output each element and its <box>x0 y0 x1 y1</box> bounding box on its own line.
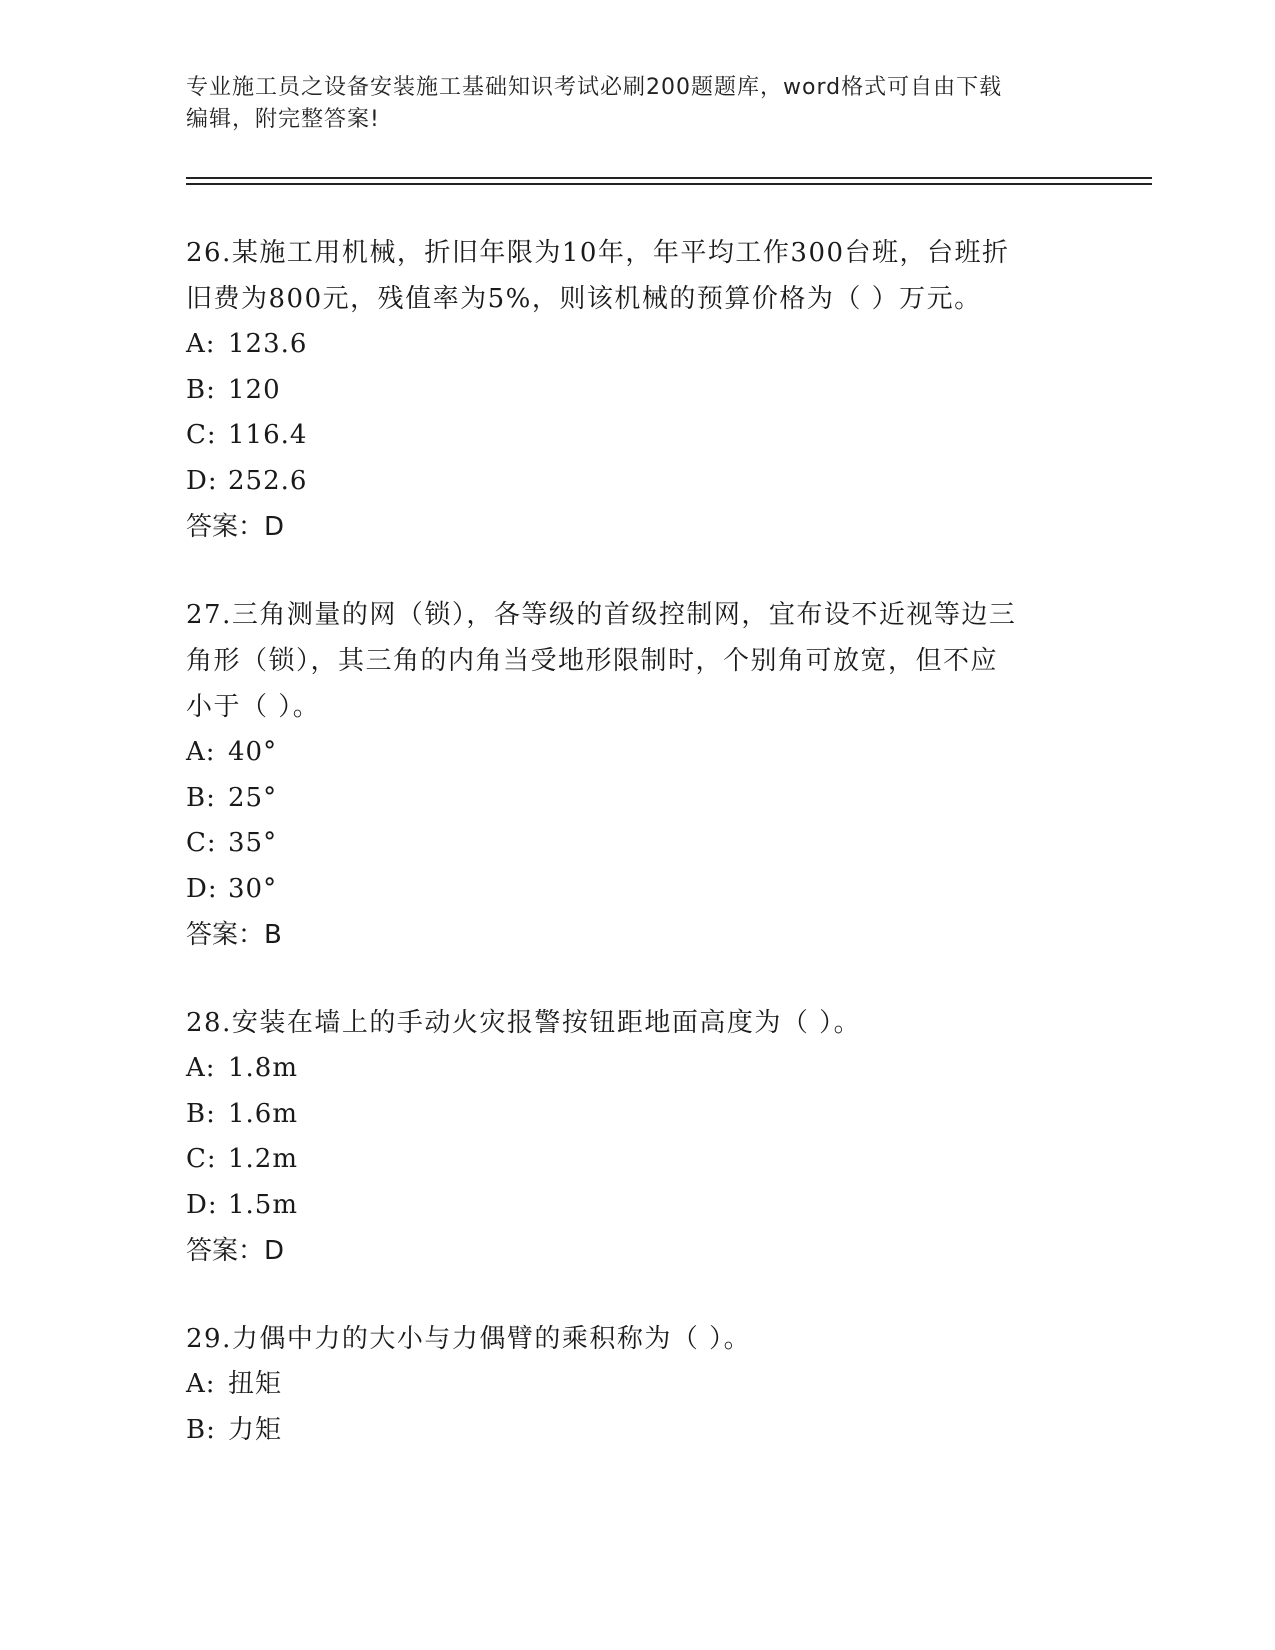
option-key: A: <box>186 329 216 359</box>
option-a <box>186 1046 1086 1092</box>
question-stem-line: 29.力偶中力的大小与力偶臂的乘积称为（ ）。 <box>186 1324 752 1354</box>
option-text: 扭矩 <box>228 1369 283 1399</box>
question-26 <box>186 230 1086 550</box>
question-29 <box>186 1316 1086 1453</box>
answer-label: 答案：D <box>186 1236 285 1266</box>
option-key: B: <box>186 782 216 813</box>
option-key: D: <box>186 873 218 904</box>
option-text: 35° <box>228 828 278 858</box>
option-c <box>186 413 1086 459</box>
option-text: 252.6 <box>228 465 308 496</box>
question-28 <box>186 1000 1086 1274</box>
option-key: C: <box>186 828 217 858</box>
option-text: 40° <box>228 737 278 767</box>
option-text: 116.4 <box>228 420 308 450</box>
option-d <box>186 867 1086 913</box>
option-text: 123.6 <box>228 329 308 359</box>
header-divider-bottom <box>186 183 1152 185</box>
option-b <box>186 776 1086 822</box>
option-c <box>186 1137 1086 1183</box>
option-key: A: <box>186 1369 216 1399</box>
option-text: 30° <box>228 873 278 904</box>
question-27 <box>186 592 1086 958</box>
option-text: 1.6m <box>228 1098 299 1129</box>
option-text: 1.5m <box>228 1189 299 1220</box>
option-b <box>186 1092 1086 1138</box>
option-text: 力矩 <box>228 1414 283 1445</box>
header-divider-top <box>186 177 1152 179</box>
option-key: B: <box>186 1098 216 1129</box>
question-stem-line: 26.某施工用机械，折旧年限为10年，年平均工作300台班，台班折 <box>186 238 1010 268</box>
question-list <box>186 230 1086 1495</box>
option-a <box>186 1362 1086 1408</box>
question-stem-line: 小于（ ）。 <box>186 692 321 722</box>
option-text: 1.8m <box>228 1053 299 1083</box>
option-key: B: <box>186 1414 216 1445</box>
option-b <box>186 1408 1086 1454</box>
option-text: 120 <box>228 374 281 405</box>
header-line-2: 编辑，附完整答案! <box>186 107 380 132</box>
question-stem-line: 旧费为800元，残值率为5%，则该机械的预算价格为（ ）万元。 <box>186 284 982 314</box>
option-key: A: <box>186 1053 216 1083</box>
option-text: 1.2m <box>228 1144 299 1174</box>
option-c <box>186 821 1086 867</box>
question-stem-line: 角形（锁），其三角的内角当受地形限制时，个别角可放宽，但不应 <box>186 646 999 676</box>
option-b <box>186 368 1086 414</box>
option-key: A: <box>186 737 216 767</box>
option-key: D: <box>186 465 218 496</box>
option-text: 25° <box>228 782 278 813</box>
option-a <box>186 730 1086 776</box>
header-line-1: 专业施工员之设备安装施工基础知识考试必刷200题题库，word格式可自由下载 <box>186 75 1003 100</box>
question-stem-line: 28.安装在墙上的手动火灾报警按钮距地面高度为（ ）。 <box>186 1008 862 1038</box>
answer-label: 答案：D <box>186 512 285 542</box>
option-key: C: <box>186 420 217 450</box>
answer-label: 答案：B <box>186 920 282 950</box>
question-stem-line: 27.三角测量的网（锁），各等级的首级控制网，宜布设不近视等边三 <box>186 600 1017 630</box>
option-key: C: <box>186 1144 217 1174</box>
option-key: D: <box>186 1189 218 1220</box>
option-d <box>186 1183 1086 1229</box>
option-d <box>186 459 1086 505</box>
page-header <box>186 72 1086 136</box>
option-a <box>186 322 1086 368</box>
option-key: B: <box>186 374 216 405</box>
